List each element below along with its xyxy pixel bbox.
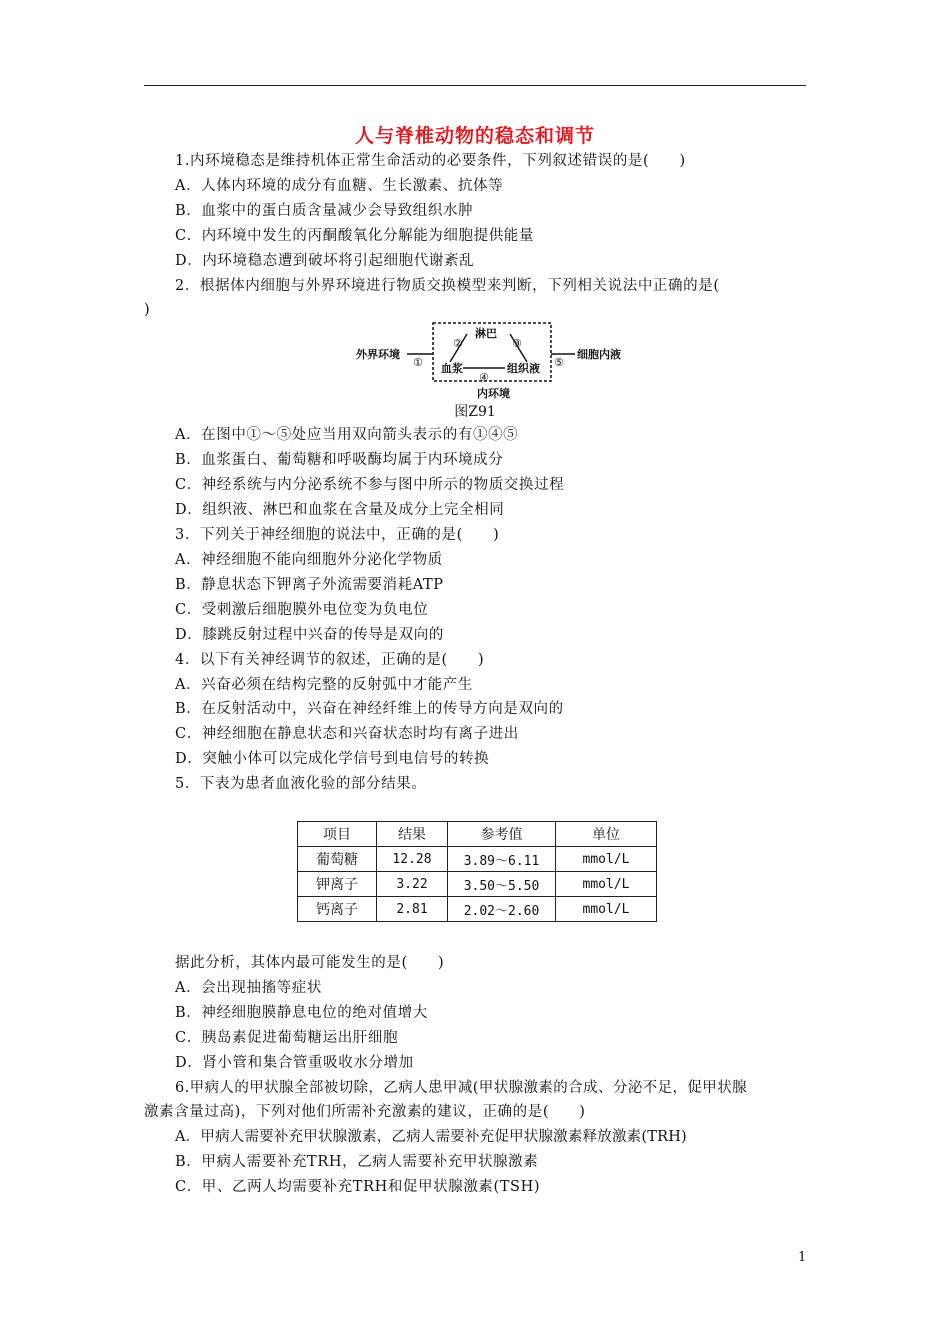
q4-option-b: B．在反射活动中，兴奋在神经纤维上的传导方向是双向的 [175,701,564,717]
cell-reference: 3.50～5.50 [448,872,556,897]
q6-option-a: A．甲病人需要补充甲状腺激素，乙病人需要补充促甲状腺激素释放激素(TRH) [175,1129,687,1145]
page-title: 人与脊椎动物的稳态和调节 [354,125,595,147]
q1-option-c: C．内环境中发生的丙酮酸氧化分解能为细胞提供能量 [175,228,534,244]
table-row [298,897,657,922]
cell-result: 3.22 [377,872,448,897]
q1-option-a: A．人体内环境的成分有血糖、生长激素、抗体等 [175,178,504,194]
q6-stem: 6.甲病人的甲状腺全部被切除，乙病人患甲减(甲状腺激素的合成、分泌不足，促甲状腺 [175,1080,747,1096]
marker-5: ⑤ [554,356,564,369]
marker-3: ③ [512,337,522,350]
cell-unit: mmol/L [556,847,657,872]
label-plasma: 血浆 [441,362,463,375]
cell-item: 葡萄糖 [298,847,377,872]
q6-stem-cont: 激素含量过高)，下列对他们所需补充激素的建议，正确的是( ) [144,1104,586,1120]
table-row [298,872,657,897]
q4-stem: 4．以下有关神经调节的叙述，正确的是( ) [175,652,485,668]
q6-option-b: B．甲病人需要补充TRH，乙病人需要补充甲状腺激素 [175,1154,539,1170]
header-rule [144,85,806,86]
figure-caption: 图Z91 [454,404,496,420]
marker-4: ④ [479,371,489,384]
exchange-diagram [355,320,630,400]
q5-option-a: A．会出现抽搐等症状 [175,980,322,996]
q5-option-c: C．胰岛素促进葡萄糖运出肝细胞 [175,1030,399,1046]
q5-option-b: B．神经细胞膜静息电位的绝对值增大 [175,1005,428,1021]
cell-item: 钙离子 [298,897,377,922]
cell-item: 钾离子 [298,872,377,897]
q3-option-b: B．静息状态下钾离子外流需要消耗ATP [175,577,444,593]
label-inside: 细胞内液 [577,348,621,361]
q5-option-d: D．肾小管和集合管重吸收水分增加 [175,1055,414,1071]
cell-unit: mmol/L [556,897,657,922]
q3-stem: 3．下列关于神经细胞的说法中，正确的是( ) [175,527,500,543]
cell-reference: 3.89～6.11 [448,847,556,872]
q2-stem-cont: ) [144,302,151,318]
q3-option-c: C．受刺激后细胞膜外电位变为负电位 [175,602,429,618]
marker-2: ② [453,337,463,350]
q1-stem: 1.内环境稳态是维持机体正常生命活动的必要条件，下列叙述错误的是( ) [175,153,686,169]
cell-result: 12.28 [377,847,448,872]
page-number: 1 [798,1250,807,1265]
table-row [298,847,657,872]
col-header-result: 结果 [377,822,448,847]
q2-option-a: A．在图中①～⑤处应当用双向箭头表示的有①④⑤ [175,427,519,443]
q4-option-d: D．突触小体可以完成化学信号到电信号的转换 [175,751,490,767]
cell-result: 2.81 [377,897,448,922]
q3-option-d: D．膝跳反射过程中兴奋的传导是双向的 [175,627,444,643]
q4-option-c: C．神经细胞在静息状态和兴奋状态时均有离子进出 [175,726,519,742]
q2-stem: 2．根据体内细胞与外界环境进行物质交换模型来判断，下列相关说法中正确的是( [175,278,720,294]
label-lymph: 淋巴 [475,327,497,340]
label-tissue-fluid: 组织液 [507,362,540,375]
cell-unit: mmol/L [556,872,657,897]
label-outside: 外界环境 [356,348,400,361]
q1-option-d: D．内环境稳态遭到破坏将引起细胞代谢紊乱 [175,253,475,269]
table-header-row [298,822,657,847]
q2-option-b: B．血浆蛋白、葡萄糖和呼吸酶均属于内环境成分 [175,452,504,468]
label-environment: 内环境 [477,387,510,400]
q6-option-c: C．甲、乙两人均需要补充TRH和促甲状腺激素(TSH) [175,1179,541,1195]
col-header-item: 项目 [298,822,377,847]
q2-option-c: C．神经系统与内分泌系统不参与图中所示的物质交换过程 [175,477,565,493]
q5-followup: 据此分析，其体内最可能发生的是( ) [175,955,445,971]
q3-option-a: A．神经细胞不能向细胞外分泌化学物质 [175,552,443,568]
marker-1: ① [413,356,423,369]
col-header-reference: 参考值 [448,822,556,847]
q1-option-b: B．血浆中的蛋白质含量减少会导致组织水肿 [175,203,474,219]
cell-reference: 2.02～2.60 [448,897,556,922]
q2-option-d: D．组织液、淋巴和血浆在含量及成分上完全相同 [175,502,505,518]
q4-option-a: A．兴奋必须在结构完整的反射弧中才能产生 [175,677,473,693]
q5-stem: 5．下表为患者血液化验的部分结果。 [175,776,427,792]
col-header-unit: 单位 [556,822,657,847]
lab-results-table [297,821,657,922]
